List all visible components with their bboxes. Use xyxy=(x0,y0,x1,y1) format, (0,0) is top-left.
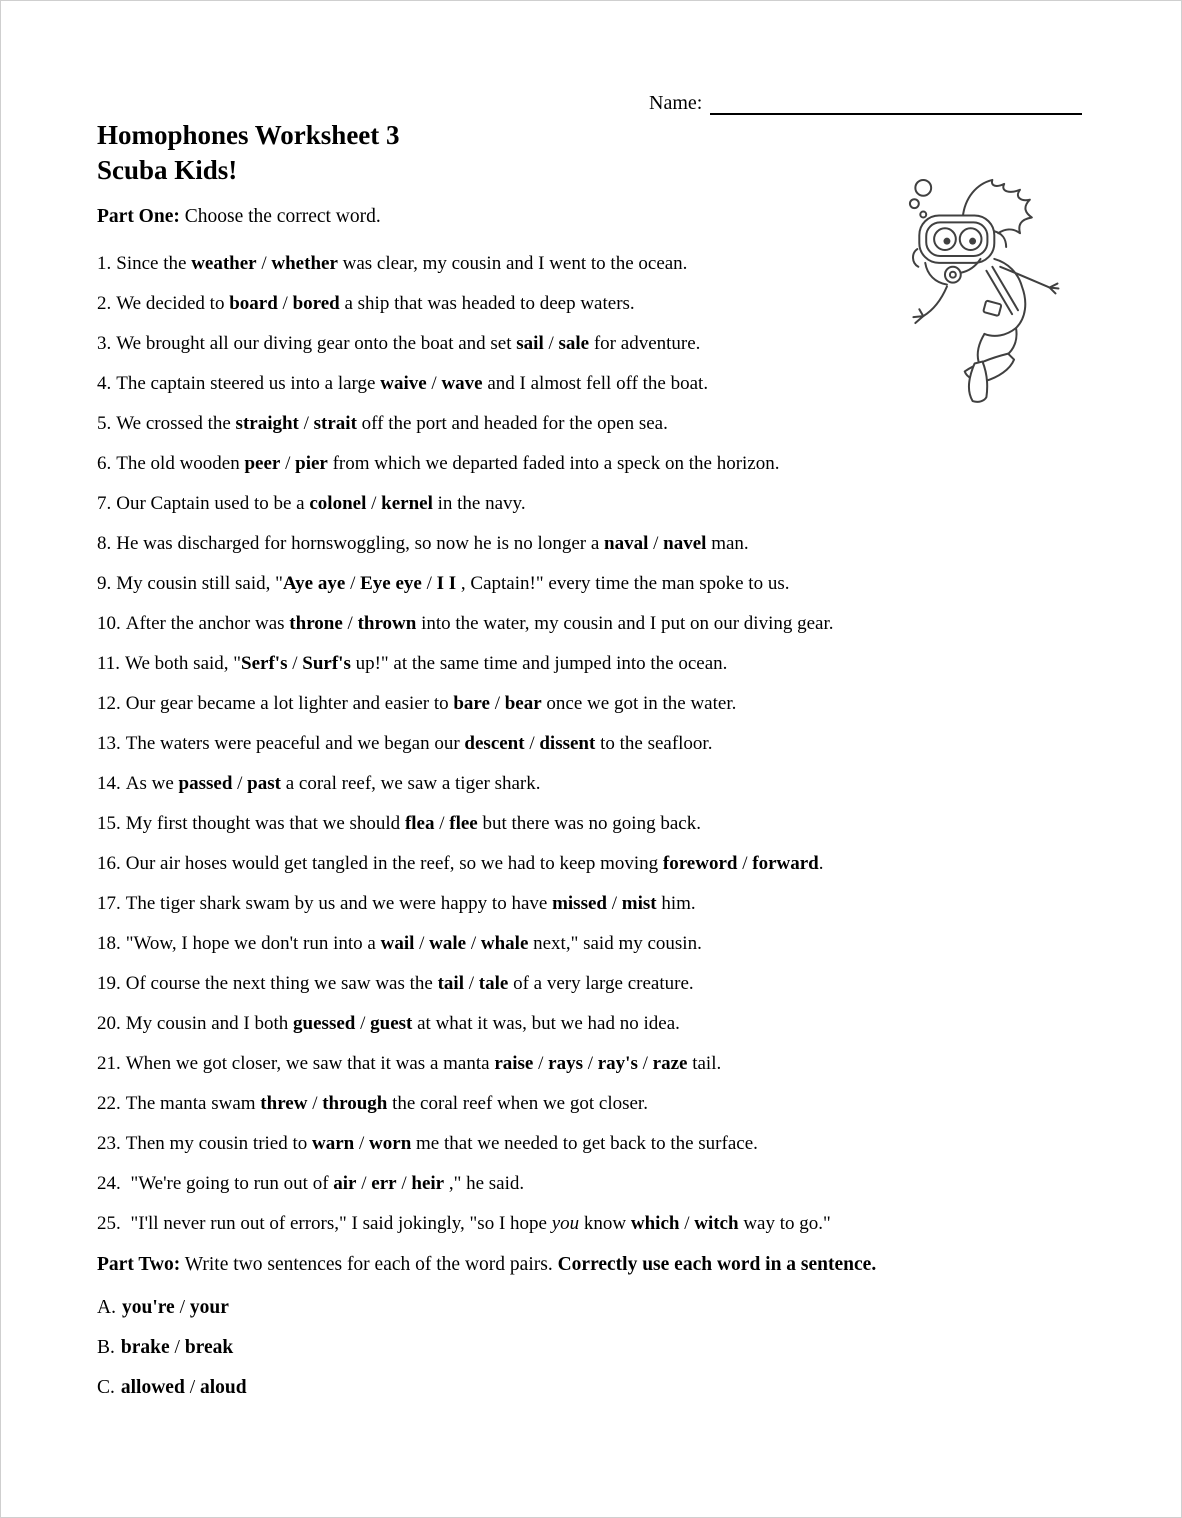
front-leg xyxy=(978,334,985,362)
text-segment: We decided to xyxy=(116,293,230,314)
pupil xyxy=(969,238,976,245)
text-segment: / xyxy=(426,373,442,394)
text-segment: / xyxy=(355,1013,371,1034)
homophone-option: raise xyxy=(494,1053,534,1074)
question-number: 6. xyxy=(97,453,112,474)
homophone-option: kernel xyxy=(381,493,433,514)
text-segment: The manta swam xyxy=(125,1093,261,1114)
homophone-option: ray's xyxy=(597,1053,638,1074)
homophone-option: worn xyxy=(369,1133,412,1154)
text-segment: up!" at the same time and jumped into the ocean. xyxy=(350,653,728,674)
text-segment: We brought all our diving gear onto the boat and set xyxy=(116,333,517,354)
text-segment: The waters were peaceful and we began our xyxy=(125,733,465,754)
homophone-option: whale xyxy=(480,933,529,954)
question-number: 10. xyxy=(97,613,121,634)
text-segment: We both said, " xyxy=(125,653,242,674)
homophone-option: allowed xyxy=(120,1377,185,1398)
homophone-option: foreword xyxy=(662,853,738,874)
homophone-option: naval xyxy=(604,533,649,554)
homophone-option: past xyxy=(247,773,281,794)
homophone-option: err xyxy=(371,1173,397,1194)
text-segment: We crossed the xyxy=(116,413,236,434)
question-text xyxy=(126,813,701,834)
homophone-option: Surf's xyxy=(302,653,351,674)
question-text xyxy=(126,933,702,954)
question-text xyxy=(116,493,525,514)
text-segment: / xyxy=(356,1173,372,1194)
question-text xyxy=(126,1053,721,1074)
text-segment: / xyxy=(354,1133,370,1154)
question-text xyxy=(126,1173,524,1194)
text-segment: "We're going to run out of xyxy=(125,1173,334,1194)
question-number: 7. xyxy=(97,493,112,514)
word-pair-item xyxy=(97,1336,1122,1360)
text-segment: Since the xyxy=(116,253,192,274)
text-segment: me that we needed to get back to the surface. xyxy=(411,1133,758,1154)
question-text xyxy=(116,293,634,314)
homophone-option: pier xyxy=(295,453,328,474)
question-number: 4. xyxy=(97,373,112,394)
homophone-option: sail xyxy=(516,333,544,354)
text-segment: My cousin and I both xyxy=(125,1013,294,1034)
text-segment: "Wow, I hope we don't run into a xyxy=(125,933,381,954)
homophone-option: whether xyxy=(271,253,338,274)
text-segment: tail. xyxy=(687,1053,722,1074)
text-segment: / xyxy=(524,733,540,754)
text-segment: to the seafloor. xyxy=(595,733,713,754)
text-segment: / xyxy=(169,1337,185,1358)
question-item xyxy=(97,532,1122,555)
text-segment: / xyxy=(679,1213,695,1234)
word-pair-letter: C. xyxy=(97,1377,115,1398)
question-text xyxy=(126,1013,680,1034)
belt-buckle xyxy=(983,300,1001,316)
text-segment: from which we departed faded into a speck on the horizon. xyxy=(327,453,780,474)
question-item xyxy=(97,1012,1122,1035)
question-number: 9. xyxy=(97,573,112,594)
text-segment: him. xyxy=(656,893,696,914)
question-text xyxy=(116,573,789,594)
text-segment: . xyxy=(818,853,824,874)
regulator xyxy=(945,267,961,283)
homophone-option: bare xyxy=(453,693,490,714)
homophone-option: bored xyxy=(292,293,340,314)
text-segment: / xyxy=(277,293,293,314)
homophone-option: guessed xyxy=(293,1013,356,1034)
homophone-option: colonel xyxy=(309,493,367,514)
word-pair-item xyxy=(97,1296,1122,1320)
question-item xyxy=(97,892,1122,915)
text-segment: / xyxy=(298,413,314,434)
text-segment: / xyxy=(463,973,479,994)
part-two-heading xyxy=(97,1252,1122,1278)
homophone-option: threw xyxy=(260,1093,308,1114)
text-segment: / xyxy=(287,653,303,674)
text-segment: / xyxy=(396,1173,412,1194)
text-segment: / xyxy=(582,1053,598,1074)
question-text xyxy=(126,693,737,714)
question-item xyxy=(97,1052,1122,1075)
homophone-option: waive xyxy=(380,373,427,394)
text-segment: / xyxy=(606,893,622,914)
homophone-option: rays xyxy=(548,1053,583,1074)
question-text xyxy=(116,253,687,274)
name-blank-line xyxy=(710,93,1082,115)
text-segment: but there was no going back. xyxy=(477,813,701,834)
question-number: 3. xyxy=(97,333,112,354)
worksheet-title-line2: Scuba Kids! xyxy=(97,155,238,185)
question-number: 17. xyxy=(97,893,121,914)
homophone-option: mist xyxy=(621,893,657,914)
homophone-option: board xyxy=(229,293,278,314)
text-segment: / xyxy=(366,493,382,514)
question-item xyxy=(97,972,1122,995)
text-segment: / xyxy=(648,533,664,554)
question-item xyxy=(97,772,1122,795)
text-segment: My first thought was that we should xyxy=(125,813,405,834)
homophone-option: throne xyxy=(289,613,343,634)
homophone-option: wail xyxy=(380,933,415,954)
question-number: 21. xyxy=(97,1053,121,1074)
homophone-option: Eye eye xyxy=(360,573,422,594)
name-row xyxy=(649,92,1082,115)
italic-text-segment: you xyxy=(551,1213,580,1234)
question-number: 13. xyxy=(97,733,121,754)
text-segment: The tiger shark swam by us and we were happy to have xyxy=(125,893,553,914)
text-segment: / xyxy=(543,333,559,354)
question-number: 11. xyxy=(97,653,121,674)
question-number: 22. xyxy=(97,1093,121,1114)
text-segment: / xyxy=(345,573,361,594)
text-segment: / xyxy=(466,933,481,954)
homophone-option: you're xyxy=(121,1297,175,1318)
homophone-option: wale xyxy=(429,933,467,954)
question-number: 25. xyxy=(97,1213,121,1234)
homophone-option: brake xyxy=(120,1337,170,1358)
homophone-option: bear xyxy=(504,693,542,714)
ear-line xyxy=(913,249,918,267)
homophone-option: sale xyxy=(558,333,590,354)
text-segment: Our gear became a lot lighter and easier to xyxy=(125,693,454,714)
homophone-option: wave xyxy=(441,373,483,394)
text-segment: My cousin still said, " xyxy=(116,573,283,594)
part-one-label: Part One: xyxy=(97,206,180,227)
text-segment: know xyxy=(579,1213,631,1234)
text-segment: Our Captain used to be a xyxy=(116,493,310,514)
text-segment: The captain steered us into a large xyxy=(116,373,381,394)
question-item xyxy=(97,812,1122,835)
text-segment: into the water, my cousin and I put on our diving gear. xyxy=(416,613,834,634)
text-segment: When we got closer, we saw that it was a manta xyxy=(125,1053,495,1074)
homophone-option: flee xyxy=(449,813,478,834)
name-label: Name: xyxy=(649,92,703,114)
question-number: 5. xyxy=(97,413,112,434)
question-text xyxy=(126,893,696,914)
homophone-option: missed xyxy=(552,893,607,914)
question-number: 2. xyxy=(97,293,112,314)
homophone-option: navel xyxy=(663,533,707,554)
worksheet-title-line1: Homophones Worksheet 3 xyxy=(97,120,400,150)
text-segment: Then my cousin tried to xyxy=(125,1133,313,1154)
homophone-option: descent xyxy=(464,733,525,754)
question-number: 18. xyxy=(97,933,121,954)
question-text xyxy=(116,413,668,434)
question-number: 14. xyxy=(97,773,121,794)
question-number: 8. xyxy=(97,533,112,554)
text-segment: / xyxy=(421,573,437,594)
text-segment: was clear, my cousin and I went to the ocean. xyxy=(337,253,688,274)
chin-line xyxy=(925,263,947,285)
text-segment: once we got in the water. xyxy=(541,693,737,714)
homophone-option: forward xyxy=(752,853,819,874)
question-number: 15. xyxy=(97,813,121,834)
part-two-instructions-bold: Correctly use each word in a sentence. xyxy=(557,1254,877,1275)
text-segment: / xyxy=(414,933,430,954)
text-segment: , Captain!" every time the man spoke to us. xyxy=(456,573,790,594)
question-item xyxy=(97,412,1122,435)
question-text xyxy=(126,973,694,994)
question-item xyxy=(97,612,1122,635)
word-pair-list xyxy=(97,1296,1122,1400)
text-segment: / xyxy=(184,1377,200,1398)
text-segment: ," he said. xyxy=(444,1173,525,1194)
text-segment: Our air hoses would get tangled in the reef, so we had to keep moving xyxy=(125,853,663,874)
text-segment: of a very large creature. xyxy=(508,973,694,994)
left-hand xyxy=(913,309,923,323)
homophone-option: tail xyxy=(437,973,464,994)
question-number: 23. xyxy=(97,1133,121,1154)
homophone-option: which xyxy=(630,1213,680,1234)
word-pair-text xyxy=(121,1337,233,1358)
homophone-option: thrown xyxy=(357,613,417,634)
text-segment: for adventure. xyxy=(589,333,701,354)
word-pair-text xyxy=(121,1377,247,1398)
text-segment: in the navy. xyxy=(432,493,526,514)
question-text xyxy=(116,533,748,554)
homophone-option: Serf's xyxy=(241,653,288,674)
question-item xyxy=(97,1092,1122,1115)
homophone-option: passed xyxy=(178,773,233,794)
question-text xyxy=(126,853,824,874)
text-segment: / xyxy=(280,453,296,474)
text-segment: a coral reef, we saw a tiger shark. xyxy=(280,773,541,794)
question-text xyxy=(126,1213,831,1234)
homophone-option: witch xyxy=(694,1213,739,1234)
question-item xyxy=(97,452,1122,475)
homophone-option: flea xyxy=(404,813,435,834)
word-pair-text xyxy=(122,1297,229,1318)
part-two-label: Part Two: xyxy=(97,1254,181,1275)
pupil xyxy=(943,238,950,245)
question-item xyxy=(97,1212,1122,1235)
homophone-option: I I xyxy=(436,573,457,594)
text-segment: next," said my cousin. xyxy=(528,933,702,954)
mask-strap xyxy=(994,231,1006,247)
homophone-option: heir xyxy=(411,1173,445,1194)
right-hand xyxy=(1050,284,1059,294)
text-segment: off the port and headed for the open sea. xyxy=(356,413,668,434)
question-number: 20. xyxy=(97,1013,121,1034)
text-segment: / xyxy=(737,853,753,874)
text-segment: After the anchor was xyxy=(125,613,290,634)
question-text xyxy=(126,733,713,754)
bubble-icon xyxy=(920,212,926,218)
text-segment: a ship that was headed to deep waters. xyxy=(339,293,635,314)
part-two-instructions: Write two sentences for each of the word pairs. xyxy=(180,1254,558,1275)
question-text xyxy=(126,773,541,794)
text-segment: / xyxy=(174,1297,190,1318)
right-arm xyxy=(1000,267,1049,288)
homophone-option: aloud xyxy=(199,1377,247,1398)
question-number: 12. xyxy=(97,693,121,714)
text-segment: As we xyxy=(125,773,179,794)
homophone-option: weather xyxy=(191,253,257,274)
question-item xyxy=(97,1132,1122,1155)
word-pair-letter: B. xyxy=(97,1337,115,1358)
question-text xyxy=(116,373,708,394)
scuba-diver-illustration xyxy=(898,176,1063,403)
bubble-icon xyxy=(915,180,931,196)
text-segment: at what it was, but we had no idea. xyxy=(412,1013,680,1034)
text-segment: / xyxy=(232,773,248,794)
question-item xyxy=(97,492,1122,515)
word-pair-letter: A. xyxy=(97,1297,116,1318)
question-text xyxy=(116,453,779,474)
question-item xyxy=(97,1172,1122,1195)
question-item xyxy=(97,572,1122,595)
question-number: 24. xyxy=(97,1173,121,1194)
homophone-option: break xyxy=(184,1337,234,1358)
homophone-option: warn xyxy=(312,1133,355,1154)
question-item xyxy=(97,692,1122,715)
homophone-option: dissent xyxy=(539,733,596,754)
question-number: 19. xyxy=(97,973,121,994)
text-segment: and I almost fell off the boat. xyxy=(482,373,709,394)
homophone-option: Aye aye xyxy=(282,573,346,594)
question-text xyxy=(126,1133,758,1154)
left-arm xyxy=(923,287,947,317)
text-segment: "I'll never run out of errors," I said jokingly, "so I hope xyxy=(125,1213,552,1234)
text-segment: / xyxy=(307,1093,323,1114)
homophone-option: your xyxy=(189,1297,229,1318)
text-segment: He was discharged for hornswoggling, so now he is no longer a xyxy=(116,533,605,554)
text-segment: / xyxy=(256,253,272,274)
homophone-option: raze xyxy=(652,1053,688,1074)
text-segment: Of course the next thing we saw was the xyxy=(125,973,438,994)
question-item xyxy=(97,852,1122,875)
question-number: 1. xyxy=(97,253,112,274)
homophone-option: strait xyxy=(313,413,357,434)
text-segment: / xyxy=(434,813,450,834)
text-segment: / xyxy=(637,1053,653,1074)
question-number: 16. xyxy=(97,853,121,874)
homophone-option: through xyxy=(322,1093,388,1114)
text-segment: / xyxy=(533,1053,549,1074)
bubble-icon xyxy=(910,199,919,208)
question-text xyxy=(126,1093,648,1114)
question-text xyxy=(125,653,727,674)
text-segment: The old wooden xyxy=(116,453,245,474)
question-text xyxy=(116,333,700,354)
homophone-option: peer xyxy=(244,453,281,474)
text-segment: / xyxy=(489,693,505,714)
text-segment: / xyxy=(342,613,358,634)
question-item xyxy=(97,732,1122,755)
homophone-option: straight xyxy=(235,413,299,434)
text-segment: the coral reef when we got closer. xyxy=(387,1093,648,1114)
torso-line xyxy=(984,259,1025,336)
part-one-instructions: Choose the correct word. xyxy=(179,206,381,227)
homophone-option: tale xyxy=(478,973,509,994)
question-text xyxy=(126,613,834,634)
homophone-option: guest xyxy=(370,1013,413,1034)
homophone-option: air xyxy=(333,1173,357,1194)
question-item xyxy=(97,652,1122,675)
text-segment: man. xyxy=(706,533,749,554)
text-segment: way to go." xyxy=(738,1213,831,1234)
word-pair-item xyxy=(97,1376,1122,1400)
question-item xyxy=(97,932,1122,955)
